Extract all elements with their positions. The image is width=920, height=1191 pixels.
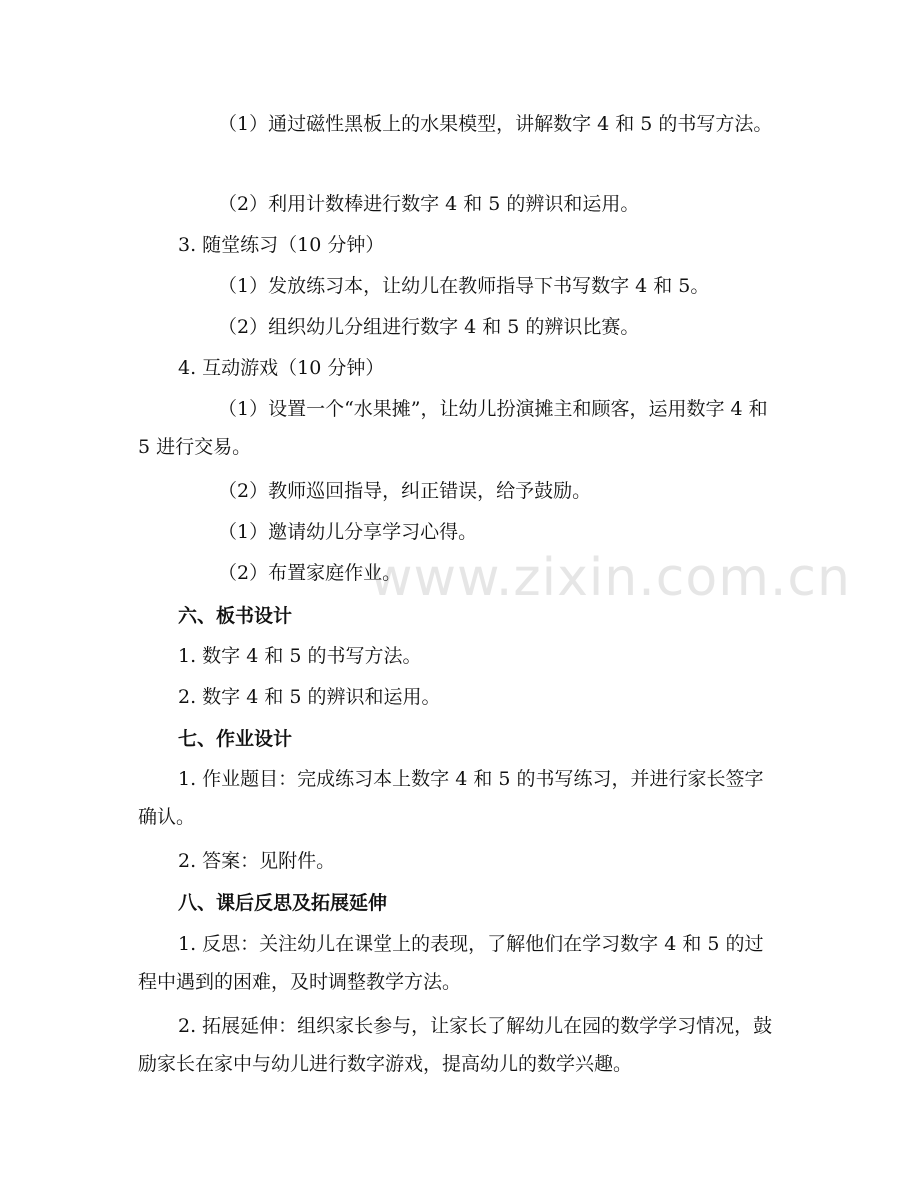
board-item-writing: 1. 数字 4 和 5 的书写方法。 xyxy=(178,645,422,667)
watermark: www.zixin.com.cn xyxy=(370,548,851,608)
homework-item-task: 1. 作业题目：完成练习本上数字 4 和 5 的书写练习，并进行家长签字确认。 xyxy=(138,768,764,828)
paragraph-homework-assign: （2）布置家庭作业。 xyxy=(218,562,402,584)
section-heading-board-design: 六、板书设计 xyxy=(178,605,293,627)
paragraph-explain-writing: （1）通过磁性黑板上的水果模型，讲解数字 4 和 5 的书写方法。 xyxy=(218,113,773,135)
extension-item: 2. 拓展延伸：组织家长参与，让家长了解幼儿在园的数学学习情况，鼓励家长在家中与幼儿进行数字游戏，提高幼儿的数学兴趣。 xyxy=(138,1015,773,1075)
reflection-item: 1. 反思：关注幼儿在课堂上的表现，了解他们在学习数字 4 和 5 的过程中遇到的困难，及时调整教学方法。 xyxy=(138,933,764,993)
paragraph-fruit-stall: （1）设置一个“水果摊”，让幼儿扮演摊主和顾客，运用数字 4 和 5 进行交易。 xyxy=(138,398,768,458)
paragraph-practice-book: （1）发放练习本，让幼儿在教师指导下书写数字 4 和 5。 xyxy=(218,275,710,297)
paragraph-group-contest: （2）组织幼儿分组进行数字 4 和 5 的辨识比赛。 xyxy=(218,316,640,338)
paragraph-teacher-guidance: （2）教师巡回指导，纠正错误，给予鼓励。 xyxy=(218,480,592,502)
paragraph-share-experience: （1）邀请幼儿分享学习心得。 xyxy=(218,521,478,543)
board-item-recognition: 2. 数字 4 和 5 的辨识和运用。 xyxy=(178,686,441,708)
section-heading-reflection: 八、课后反思及拓展延伸 xyxy=(178,892,388,914)
step-practice-title: 3. 随堂练习（10 分钟） xyxy=(178,234,385,256)
section-heading-homework-design: 七、作业设计 xyxy=(178,728,293,750)
paragraph-counting-sticks: （2）利用计数棒进行数字 4 和 5 的辨识和运用。 xyxy=(218,193,640,215)
homework-item-answer: 2. 答案：见附件。 xyxy=(178,850,336,872)
step-game-title: 4. 互动游戏（10 分钟） xyxy=(178,357,385,379)
